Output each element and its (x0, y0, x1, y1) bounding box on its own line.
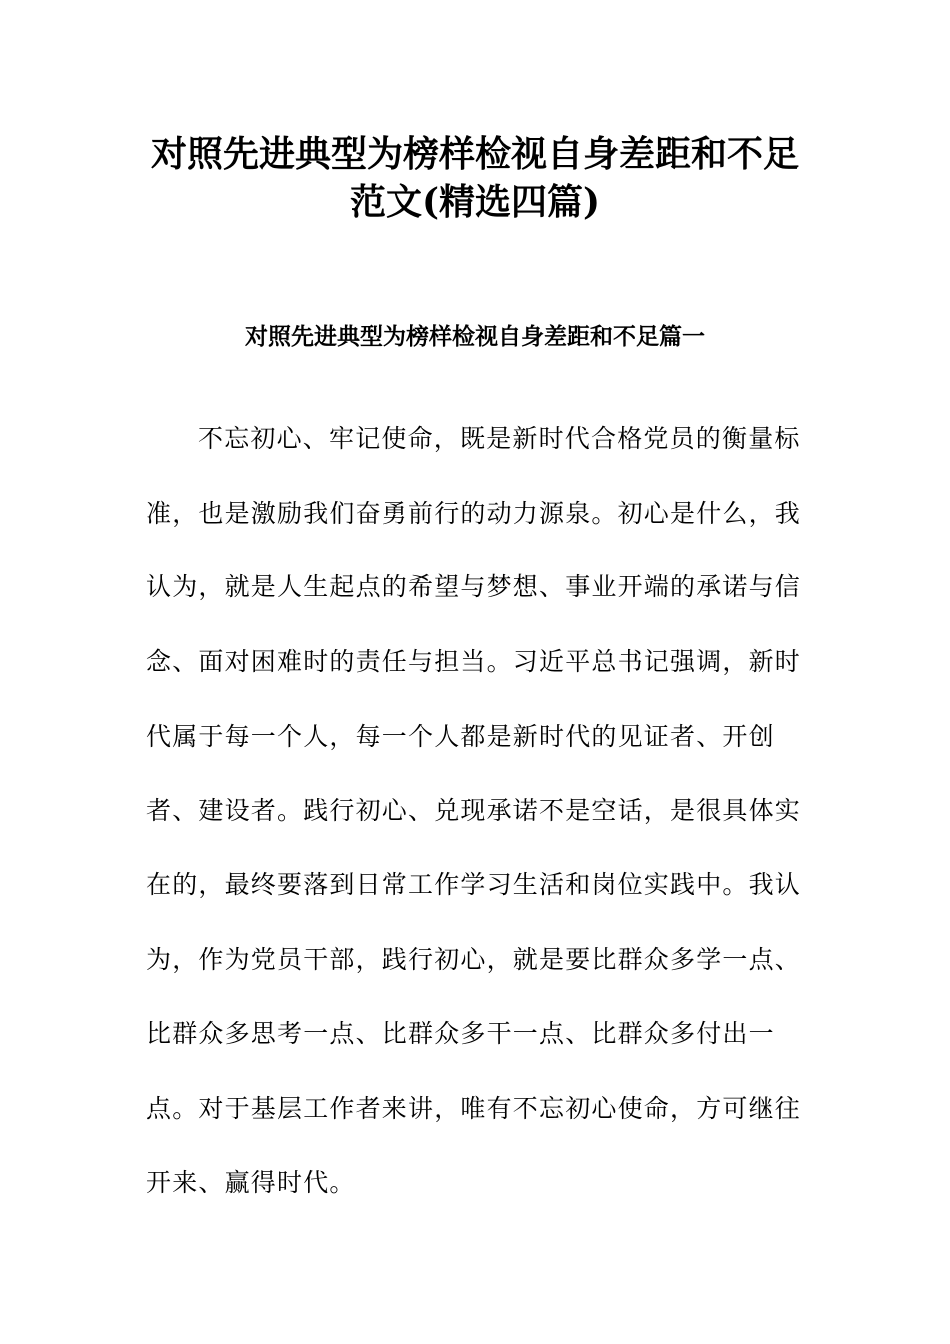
body-line: 认为，就是人生起点的希望与梦想、事业开端的承诺与信 (146, 572, 802, 601)
body-line: 准，也是激励我们奋勇前行的动力源泉。初心是什么，我 (146, 499, 802, 528)
body-line: 代属于每一个人，每一个人都是新时代的见证者、开创 (146, 722, 775, 751)
body-line: 念、面对困难时的责任与担当。习近平总书记强调，新时 (146, 647, 802, 676)
body-line: 者、建设者。践行初心、兑现承诺不是空话，是很具体实 (146, 796, 802, 825)
document-title-line-2: 范文(精选四篇) (349, 181, 601, 223)
body-line: 比群众多思考一点、比群众多干一点、比群众多付出一 (146, 1019, 775, 1048)
body-line: 在的，最终要落到日常工作学习生活和岗位实践中。我认 (146, 870, 802, 899)
section-heading: 对照先进典型为榜样检视自身差距和不足篇一 (245, 323, 705, 350)
body-line: 为，作为党员干部，践行初心，就是要比群众多学一点、 (146, 945, 802, 974)
document-title-line-1: 对照先进典型为榜样检视自身差距和不足 (150, 133, 799, 175)
body-line: 开来、赢得时代。 (146, 1168, 356, 1197)
body-line: 不忘初心、牢记使命，既是新时代合格党员的衡量标 (198, 424, 801, 453)
body-line: 点。对于基层工作者来讲，唯有不忘初心使命，方可继往 (146, 1094, 802, 1123)
